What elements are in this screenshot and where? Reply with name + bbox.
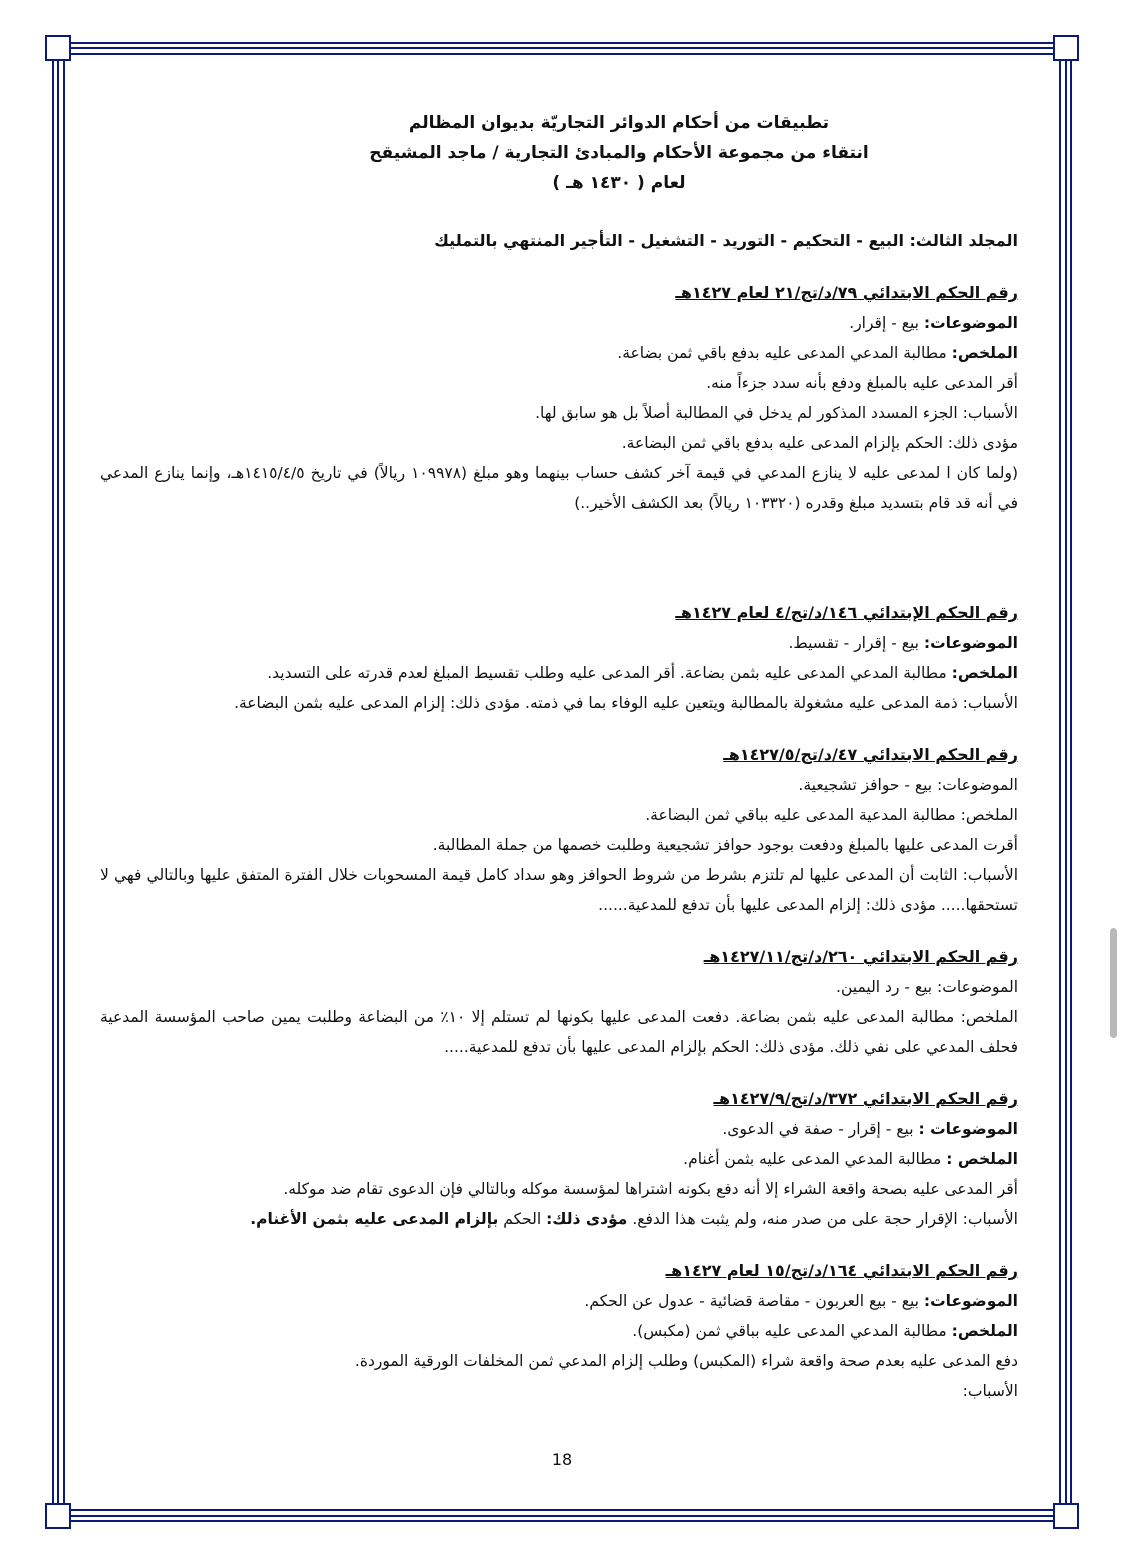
- case-reasons: الأسباب: الإقرار حجة على من صدر منه، ولم يثبت هذا الدفع. مؤدى ذلك: الحكم بإلزام المدعى عليه بثمن الأغنام.: [250, 1210, 1018, 1228]
- vertical-scrollbar[interactable]: [1110, 928, 1117, 1038]
- case-146: [100, 598, 1018, 718]
- case-topics: الموضوعات: بيع - بيع العربون - مقاصة قضائية - عدول عن الحكم.: [584, 1292, 1018, 1310]
- case-heading: رقم الحكم الابتدائي ٢٦٠/د/تج/١٤٢٧/١١هـ: [703, 947, 1018, 966]
- case-heading: رقم الحكم الإبتدائي ١٤٦/د/تج/٤ لعام ١٤٢٧هـ: [675, 603, 1018, 622]
- case-topics: الموضوعات: بيع - رد اليمين.: [836, 978, 1018, 996]
- page-number: 18: [551, 1450, 573, 1469]
- case-line: مؤدى ذلك: الحكم بإلزام المدعى عليه بدفع باقي ثمن البضاعة.: [621, 434, 1018, 452]
- case-topics: الموضوعات: بيع - حوافز تشجيعية.: [798, 776, 1018, 794]
- case-topics: الموضوعات : بيع - إقرار - صفة في الدعوى.: [722, 1120, 1018, 1138]
- case-line: الأسباب: الثابت أن المدعى عليها لم تلتزم بشرط من شروط الحوافز وهو سداد كامل قيمة المسحوبات خلال الفترة المتفق عليها وبالتالي فهي لا تستحقها..... مؤدى ذلك: إلزام المدعى عليها بأن تدفع للمدعية......: [100, 866, 1018, 914]
- case-line: الأسباب: الجزء المسدد المذكور لم يدخل في المطالبة أصلاً بل هو سابق لها.: [535, 404, 1018, 422]
- document-year: لعام ( ١٤٣٠ هـ ): [552, 173, 686, 193]
- case-summary: الملخص: مطالبة المدعى عليه بثمن بضاعة. دفعت المدعى عليها بكونها لم تستلم إلا ١٠٪ من البضاعة وطلبت يمين صاحب المؤسسة المدعية فحلف المدعي على نفي ذلك. مؤدى ذلك: الحكم بإلزام المدعى عليها بأن تدفع للمدعية.....: [100, 1008, 1018, 1056]
- case-line: أقرت المدعى عليها بالمبلغ ودفعت بوجود حوافز تشجيعية وطلبت خصمها من جملة المطالبة.: [432, 836, 1018, 854]
- case-summary: الملخص: مطالبة المدعية المدعى عليه بباقي ثمن البضاعة.: [645, 806, 1018, 824]
- border-corner-ornament: [1053, 35, 1079, 61]
- border-corner-ornament: [45, 35, 71, 61]
- title-block: [100, 108, 1018, 198]
- case-line: الأسباب:: [962, 1382, 1018, 1400]
- document-body: [100, 108, 1018, 1406]
- case-heading: رقم الحكم الابتدائي ٧٩/د/تج/٢١ لعام ١٤٢٧هـ: [675, 283, 1018, 302]
- case-topics: الموضوعات: بيع - إقرار - تقسيط.: [788, 634, 1018, 652]
- volume-heading: المجلد الثالث: البيع - التحكيم - التوريد - التشغيل - التأجير المنتهي بالتمليك: [434, 231, 1018, 250]
- border-corner-ornament: [1053, 1503, 1079, 1529]
- case-summary: الملخص : مطالبة المدعي المدعى عليه بثمن أغنام.: [683, 1150, 1018, 1168]
- case-heading: رقم الحكم الابتدائي ١٦٤/د/تج/١٥ لعام ١٤٢٧هـ: [665, 1261, 1018, 1280]
- case-line: أقر المدعى عليه بالمبلغ ودفع بأنه سدد جزءاً منه.: [706, 374, 1018, 392]
- case-line: دفع المدعى عليه بعدم صحة واقعة شراء (المكبس) وطلب إلزام المدعي ثمن المخلفات الورقية الموردة.: [354, 1352, 1018, 1370]
- case-line: (ولما كان ا لمدعى عليه لا ينازع المدعي في قيمة آخر كشف حساب بينهما وهو مبلغ (١٠٩٩٧٨ ريالاً) في تاريخ ١٤١٥/٤/٥هـ، وإنما ينازع المدعي في أنه قد قام بتسديد مبلغ وقدره (١٠٣٣٢٠ ريالاً) بعد الكشف الأخير..): [100, 464, 1019, 512]
- case-260: [100, 942, 1018, 1062]
- case-summary: الملخص: مطالبة المدعي المدعى عليه بدفع باقي ثمن بضاعة.: [617, 344, 1018, 362]
- case-heading: رقم الحكم الابتدائي ٣٧٢/د/تج/١٤٢٧/٩هـ: [713, 1089, 1018, 1108]
- document-title: تطبيقات من أحكام الدوائر التجاريّة بديوان المظالم: [408, 113, 830, 133]
- case-line: الأسباب: ذمة المدعى عليه مشغولة بالمطالبة ويتعين عليه الوفاء بما في ذمته. مؤدى ذلك: إلزام المدعى عليه بثمن البضاعة.: [234, 694, 1018, 712]
- case-summary: الملخص: مطالبة المدعي المدعى عليه بثمن بضاعة. أقر المدعى عليه وطلب تقسيط المبلغ لعدم قدرته على التسديد.: [267, 664, 1018, 682]
- case-47: [100, 740, 1018, 920]
- case-summary: الملخص: مطالبة المدعي المدعى عليه بباقي ثمن (مكبس).: [632, 1322, 1018, 1340]
- case-topics: الموضوعات: بيع - إقرار.: [849, 314, 1018, 332]
- case-372: [100, 1084, 1018, 1234]
- document-subtitle: انتقاء من مجموعة الأحكام والمبادئ التجارية / ماجد المشيقح: [369, 143, 869, 163]
- case-line: أقر المدعى عليه بصحة واقعة الشراء إلا أنه دفع بكونه اشتراها لمؤسسة موكله وبالتالي فإن الدعوى تقام ضد موكله.: [283, 1180, 1018, 1198]
- border-corner-ornament: [45, 1503, 71, 1529]
- case-164: [100, 1256, 1018, 1406]
- case-79: [100, 278, 1018, 518]
- case-heading: رقم الحكم الابتدائي ٤٧/د/تج/١٤٢٧/٥هـ: [723, 745, 1018, 764]
